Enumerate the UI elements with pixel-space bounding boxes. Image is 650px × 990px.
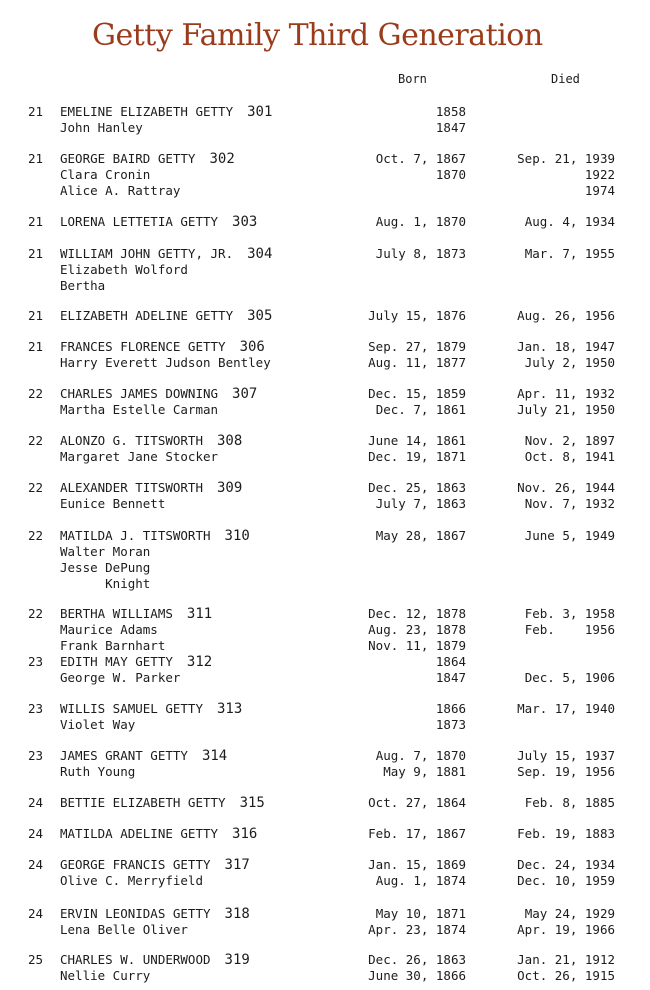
person-name: BETTIE ELIZABETH GETTY bbox=[60, 795, 226, 810]
names-column bbox=[60, 104, 272, 136]
died-column bbox=[505, 339, 615, 371]
spouse-name: Clara Cronin bbox=[60, 167, 151, 182]
person-id-number: 318 bbox=[224, 906, 250, 922]
names-column bbox=[60, 826, 257, 842]
generation-number: 24 bbox=[28, 795, 44, 810]
birth-date: July 15, 1876 bbox=[368, 308, 466, 323]
generation-number: 24 bbox=[28, 906, 44, 921]
death-date: June 5, 1949 bbox=[524, 528, 615, 543]
death-date: Feb. 19, 1883 bbox=[517, 826, 615, 841]
birth-date: Oct. 27, 1864 bbox=[368, 795, 466, 810]
person-name: ELIZABETH ADELINE GETTY bbox=[60, 308, 234, 323]
person-name: FRANCES FLORENCE GETTY bbox=[60, 339, 226, 354]
death-date bbox=[505, 576, 615, 592]
died-column-header: Died bbox=[551, 72, 580, 86]
birth-date: 1873 bbox=[435, 717, 466, 732]
birth-date: July 7, 1863 bbox=[375, 496, 466, 511]
death-date: Feb. 3, 1958 bbox=[524, 606, 615, 621]
death-date: 1974 bbox=[584, 183, 615, 198]
birth-date: Sep. 27, 1879 bbox=[368, 339, 466, 354]
birth-date: Aug. 11, 1877 bbox=[368, 355, 466, 370]
spouse-name: Lena Belle Oliver bbox=[60, 922, 188, 937]
generation-number: 22 bbox=[28, 528, 44, 543]
death-date: Nov. 2, 1897 bbox=[524, 433, 615, 448]
person-name: MATILDA J. TITSWORTH bbox=[60, 528, 211, 543]
died-column bbox=[505, 528, 615, 592]
death-date bbox=[505, 717, 615, 733]
names-column bbox=[60, 795, 265, 811]
birth-date: Aug. 23, 1878 bbox=[368, 622, 466, 637]
names-column bbox=[60, 528, 250, 592]
born-column bbox=[356, 952, 466, 984]
born-column bbox=[356, 606, 466, 654]
birth-date: 1864 bbox=[435, 654, 466, 669]
died-column bbox=[505, 906, 615, 938]
died-column bbox=[505, 952, 615, 984]
names-column bbox=[60, 952, 250, 984]
birth-date bbox=[356, 183, 466, 199]
born-column bbox=[356, 528, 466, 592]
generation-number: 23 bbox=[28, 748, 44, 763]
birth-date: 1847 bbox=[435, 670, 466, 685]
birth-date: Jan. 15, 1869 bbox=[368, 857, 466, 872]
birth-date: Dec. 15, 1859 bbox=[368, 386, 466, 401]
death-date: Aug. 26, 1956 bbox=[517, 308, 615, 323]
person-id-number: 317 bbox=[224, 857, 250, 873]
person-name: WILLIS SAMUEL GETTY bbox=[60, 701, 203, 716]
birth-date: Dec. 19, 1871 bbox=[368, 449, 466, 464]
birth-date: May 28, 1867 bbox=[375, 528, 466, 543]
died-column bbox=[505, 433, 615, 465]
death-date bbox=[505, 654, 615, 670]
death-date: Apr. 11, 1932 bbox=[517, 386, 615, 401]
spouse-name: Maurice Adams bbox=[60, 622, 158, 637]
birth-date: Oct. 7, 1867 bbox=[375, 151, 466, 166]
death-date: Nov. 7, 1932 bbox=[524, 496, 615, 511]
spouse-name: John Hanley bbox=[60, 120, 143, 135]
born-column bbox=[356, 480, 466, 512]
names-column bbox=[60, 214, 257, 230]
death-date: Apr. 19, 1966 bbox=[517, 922, 615, 937]
names-column bbox=[60, 151, 235, 199]
birth-date: 1866 bbox=[435, 701, 466, 716]
spouse-name: Olive C. Merryfield bbox=[60, 873, 203, 888]
spouse-name: Violet Way bbox=[60, 717, 136, 732]
generation-number: 23 bbox=[28, 654, 44, 669]
died-column bbox=[505, 151, 615, 199]
died-column bbox=[505, 104, 615, 136]
birth-date: May 9, 1881 bbox=[383, 764, 466, 779]
spouse-name: Eunice Bennett bbox=[60, 496, 166, 511]
death-date: Mar. 7, 1955 bbox=[524, 246, 615, 261]
death-date: Mar. 17, 1940 bbox=[517, 701, 615, 716]
death-date: July 21, 1950 bbox=[517, 402, 615, 417]
died-column bbox=[505, 857, 615, 889]
person-id-number: 309 bbox=[217, 480, 243, 496]
person-name: EMELINE ELIZABETH GETTY bbox=[60, 104, 234, 119]
person-name: GEORGE FRANCIS GETTY bbox=[60, 857, 211, 872]
person-id-number: 302 bbox=[209, 151, 235, 167]
born-column bbox=[356, 748, 466, 780]
birth-date: June 30, 1866 bbox=[368, 968, 466, 983]
spouse-name: Walter Moran bbox=[60, 544, 151, 559]
birth-date bbox=[356, 262, 466, 278]
born-column bbox=[356, 701, 466, 733]
death-date: Sep. 21, 1939 bbox=[517, 151, 615, 166]
born-column bbox=[356, 214, 466, 230]
person-id-number: 315 bbox=[239, 795, 265, 811]
birth-date: Apr. 23, 1874 bbox=[368, 922, 466, 937]
death-date bbox=[505, 262, 615, 278]
died-column bbox=[505, 701, 615, 733]
generation-number: 23 bbox=[28, 701, 44, 716]
person-name: ALEXANDER TITSWORTH bbox=[60, 480, 203, 495]
died-column bbox=[505, 795, 615, 811]
generation-number: 21 bbox=[28, 104, 44, 119]
names-column bbox=[60, 339, 271, 371]
death-date: Jan. 18, 1947 bbox=[517, 339, 615, 354]
death-date: Oct. 8, 1941 bbox=[524, 449, 615, 464]
died-column bbox=[505, 246, 615, 294]
death-date: 1922 bbox=[584, 167, 615, 182]
death-date: Feb. 8, 1885 bbox=[524, 795, 615, 810]
birth-date: Dec. 7, 1861 bbox=[375, 402, 466, 417]
death-date: Aug. 4, 1934 bbox=[524, 214, 615, 229]
birth-date: 1870 bbox=[435, 167, 466, 182]
person-name: WILLIAM JOHN GETTY, JR. bbox=[60, 246, 234, 261]
spouse-name: George W. Parker bbox=[60, 670, 181, 685]
person-name: CHARLES W. UNDERWOOD bbox=[60, 952, 211, 967]
birth-date: Dec. 26, 1863 bbox=[368, 952, 466, 967]
spouse-name: Margaret Jane Stocker bbox=[60, 449, 219, 464]
death-date: July 15, 1937 bbox=[517, 748, 615, 763]
birth-date: July 8, 1873 bbox=[375, 246, 466, 261]
born-column bbox=[356, 795, 466, 811]
person-id-number: 310 bbox=[224, 528, 250, 544]
died-column bbox=[505, 480, 615, 512]
birth-date: June 14, 1861 bbox=[368, 433, 466, 448]
birth-date bbox=[356, 544, 466, 560]
person-id-number: 304 bbox=[247, 246, 273, 262]
person-name: GEORGE BAIRD GETTY bbox=[60, 151, 196, 166]
names-column bbox=[60, 857, 250, 889]
names-column bbox=[60, 480, 242, 512]
death-date: Dec. 24, 1934 bbox=[517, 857, 615, 872]
person-id-number: 303 bbox=[232, 214, 258, 230]
death-date bbox=[505, 638, 615, 654]
death-date: Dec. 5, 1906 bbox=[524, 670, 615, 685]
person-id-number: 312 bbox=[186, 654, 213, 670]
names-column bbox=[60, 748, 227, 780]
generation-number: 22 bbox=[28, 480, 44, 495]
death-date: Nov. 26, 1944 bbox=[517, 480, 615, 495]
death-date bbox=[505, 104, 615, 120]
birth-date: Dec. 25, 1863 bbox=[368, 480, 466, 495]
died-column bbox=[505, 308, 615, 324]
names-column bbox=[60, 433, 242, 465]
born-column-header: Born bbox=[398, 72, 427, 86]
generation-number: 22 bbox=[28, 606, 44, 621]
born-column bbox=[356, 654, 466, 686]
generation-number: 22 bbox=[28, 386, 44, 401]
birth-date bbox=[356, 278, 466, 294]
birth-date: May 10, 1871 bbox=[375, 906, 466, 921]
names-column bbox=[60, 606, 212, 654]
death-date: Sep. 19, 1956 bbox=[517, 764, 615, 779]
birth-date bbox=[356, 576, 466, 592]
names-column bbox=[60, 386, 257, 418]
person-name: BERTHA WILLIAMS bbox=[60, 606, 173, 621]
birth-date: Dec. 12, 1878 bbox=[368, 606, 466, 621]
person-name: MATILDA ADELINE GETTY bbox=[60, 826, 219, 841]
death-date: Feb. 1956 bbox=[524, 622, 615, 637]
died-column bbox=[505, 826, 615, 842]
born-column bbox=[356, 386, 466, 418]
spouse-name: Knight bbox=[60, 576, 151, 591]
died-column bbox=[505, 654, 615, 686]
birth-date: Feb. 17, 1867 bbox=[368, 826, 466, 841]
birth-date: Nov. 11, 1879 bbox=[368, 638, 466, 653]
death-date bbox=[505, 544, 615, 560]
born-column bbox=[356, 339, 466, 371]
spouse-name: Martha Estelle Carman bbox=[60, 402, 219, 417]
birth-date: Aug. 7, 1870 bbox=[375, 748, 466, 763]
spouse-name: Harry Everett Judson Bentley bbox=[60, 355, 271, 370]
death-date bbox=[505, 278, 615, 294]
person-id-number: 316 bbox=[232, 826, 258, 842]
died-column bbox=[505, 386, 615, 418]
born-column bbox=[356, 906, 466, 938]
death-date: Jan. 21, 1912 bbox=[517, 952, 615, 967]
spouse-name: Bertha bbox=[60, 278, 106, 293]
birth-date: 1858 bbox=[435, 104, 466, 119]
names-column bbox=[60, 308, 272, 324]
spouse-name: Elizabeth Wolford bbox=[60, 262, 188, 277]
names-column bbox=[60, 654, 212, 686]
person-id-number: 301 bbox=[247, 104, 273, 120]
generation-number: 21 bbox=[28, 246, 44, 261]
generation-number: 21 bbox=[28, 151, 44, 166]
generation-number: 24 bbox=[28, 857, 44, 872]
generation-number: 24 bbox=[28, 826, 44, 841]
generation-number: 21 bbox=[28, 214, 44, 229]
person-id-number: 313 bbox=[217, 701, 243, 717]
person-id-number: 319 bbox=[224, 952, 250, 968]
spouse-name: Nellie Curry bbox=[60, 968, 151, 983]
born-column bbox=[356, 826, 466, 842]
birth-date bbox=[356, 560, 466, 576]
person-id-number: 305 bbox=[247, 308, 273, 324]
person-name: JAMES GRANT GETTY bbox=[60, 748, 188, 763]
spouse-name: Ruth Young bbox=[60, 764, 136, 779]
person-id-number: 308 bbox=[217, 433, 243, 449]
death-date: Oct. 26, 1915 bbox=[517, 968, 615, 983]
born-column bbox=[356, 104, 466, 136]
person-id-number: 311 bbox=[186, 606, 213, 622]
death-date: Dec. 10, 1959 bbox=[517, 873, 615, 888]
died-column bbox=[505, 606, 615, 654]
birth-date: Aug. 1, 1874 bbox=[375, 873, 466, 888]
spouse-name: Alice A. Rattray bbox=[60, 183, 181, 198]
died-column bbox=[505, 214, 615, 230]
person-name: LORENA LETTETIA GETTY bbox=[60, 214, 219, 229]
spouse-name: Jesse DePung bbox=[60, 560, 151, 575]
born-column bbox=[356, 246, 466, 294]
person-name: EDITH MAY GETTY bbox=[60, 654, 173, 669]
names-column bbox=[60, 701, 242, 733]
person-id-number: 306 bbox=[239, 339, 265, 355]
generation-number: 21 bbox=[28, 339, 44, 354]
person-name: ERVIN LEONIDAS GETTY bbox=[60, 906, 211, 921]
birth-date: 1847 bbox=[435, 120, 466, 135]
born-column bbox=[356, 151, 466, 199]
person-id-number: 314 bbox=[201, 748, 228, 764]
death-date bbox=[505, 560, 615, 576]
names-column bbox=[60, 246, 272, 294]
born-column bbox=[356, 433, 466, 465]
page-title: Getty Family Third Generation bbox=[92, 18, 543, 53]
spouse-name: Frank Barnhart bbox=[60, 638, 166, 653]
generation-number: 25 bbox=[28, 952, 44, 967]
born-column bbox=[356, 857, 466, 889]
death-date bbox=[505, 120, 615, 136]
person-name: ALONZO G. TITSWORTH bbox=[60, 433, 203, 448]
birth-date: Aug. 1, 1870 bbox=[375, 214, 466, 229]
generation-number: 21 bbox=[28, 308, 44, 323]
person-name: CHARLES JAMES DOWNING bbox=[60, 386, 219, 401]
generation-number: 22 bbox=[28, 433, 44, 448]
death-date: May 24, 1929 bbox=[524, 906, 615, 921]
death-date: July 2, 1950 bbox=[524, 355, 615, 370]
person-id-number: 307 bbox=[232, 386, 258, 402]
names-column bbox=[60, 906, 250, 938]
born-column bbox=[356, 308, 466, 324]
died-column bbox=[505, 748, 615, 780]
